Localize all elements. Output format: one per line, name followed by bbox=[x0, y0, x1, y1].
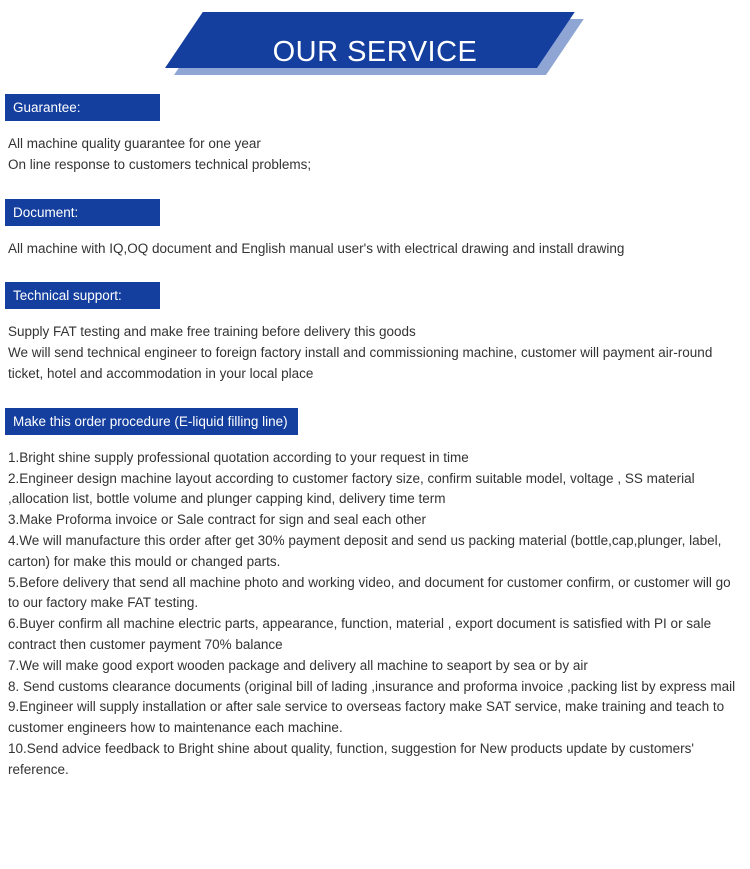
body-line: 4.We will manufacture this order after get 30% payment deposit and send us packing material (bottle,cap,plunger, label, carton) for make this mould or changed parts. bbox=[8, 532, 722, 569]
section-body bbox=[5, 322, 745, 384]
service-section bbox=[5, 75, 745, 176]
body-line: 5.Before delivery that send all machine photo and working video, and document for customer confirm, or customer will go to our factory make FAT testing. bbox=[8, 574, 731, 611]
section-heading-bar bbox=[5, 408, 298, 435]
body-line: On line response to customers technical problems; bbox=[8, 156, 312, 172]
body-line: 8. Send customs clearance documents (original bill of lading ,insurance and proforma invoice ,packing list by express mail bbox=[8, 678, 736, 694]
our-service-banner bbox=[5, 12, 745, 75]
section-body bbox=[5, 239, 745, 260]
body-line: 1.Bright shine supply professional quotation according to your request in time bbox=[8, 449, 469, 465]
section-body bbox=[5, 134, 745, 176]
body-line: 9.Engineer will supply installation or after sale service to overseas factory make SAT service, make training and teach to customer engineers how to maintenance each machine. bbox=[8, 699, 725, 736]
section-heading-label: Technical support: bbox=[13, 288, 122, 304]
body-line: 10.Send advice feedback to Bright shine about quality, function, suggestion for New products update by customers' reference. bbox=[8, 740, 694, 777]
body-line: All machine quality guarantee for one year bbox=[8, 136, 261, 151]
service-section bbox=[5, 263, 745, 384]
section-heading-label: Document: bbox=[13, 204, 79, 220]
section-heading-label: Guarantee: bbox=[13, 100, 81, 115]
section-heading-bar bbox=[5, 94, 160, 121]
body-line: 3.Make Proforma invoice or Sale contract for sign and seal each other bbox=[8, 512, 426, 528]
body-line: All machine with IQ,OQ document and English manual user's with electrical drawing and install drawing bbox=[8, 240, 625, 256]
body-line: 7.We will make good export wooden package and delivery all machine to seaport by sea or by air bbox=[8, 657, 588, 673]
section-heading-bar bbox=[5, 282, 160, 309]
section-body bbox=[5, 448, 745, 781]
service-section bbox=[5, 389, 745, 781]
body-line: 6.Buyer confirm all machine electric parts, appearance, function, material , export document is satisfied with PI or sale contract then customer payment 70% balance bbox=[8, 616, 712, 652]
section-heading-bar bbox=[5, 199, 160, 226]
service-section bbox=[5, 180, 745, 260]
section-heading-label: Make this order procedure (E-liquid filling line) bbox=[13, 413, 288, 429]
body-line: Supply FAT testing and make free training before delivery this goods bbox=[8, 324, 416, 340]
sections-container bbox=[5, 75, 745, 781]
body-line: We will send technical engineer to foreign factory install and commissioning machine, customer will payment air-round ticket, hotel and accommodation in your local place bbox=[8, 345, 713, 381]
service-page bbox=[0, 12, 750, 869]
page-title: OUR SERVICE bbox=[272, 36, 478, 68]
body-line: 2.Engineer design machine layout according to customer factory size, confirm suitable model, voltage , SS material ,allocation list, bottle volume and plunger capping kind, delivery time term bbox=[8, 470, 695, 507]
